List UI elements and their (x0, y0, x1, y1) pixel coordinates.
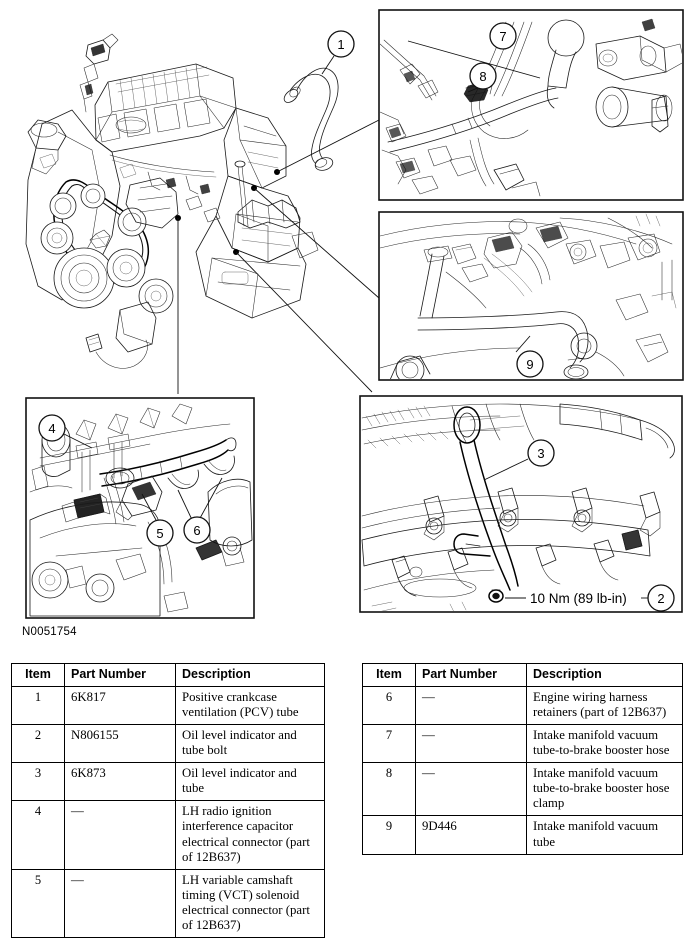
cell-description: Engine wiring harness retainers (part of 12B637) (527, 686, 683, 724)
cell-part-number: — (416, 686, 527, 724)
detail-panel-vacuum-tube (379, 212, 683, 384)
header-item: Item (363, 664, 416, 687)
detail-panel-connectors (26, 398, 254, 618)
table-row (363, 816, 683, 854)
table-row (12, 763, 325, 801)
callout-2-label: 2 (657, 591, 665, 606)
detail-panel-hose-clamp (379, 10, 684, 200)
cell-description: Intake manifold vacuum tube (527, 816, 683, 854)
cell-description: Oil level indicator and tube (176, 763, 325, 801)
cell-description: LH variable camshaft timing (VCT) solenoid electrical connector (part of 12B637) (176, 869, 325, 937)
parts-table-left (11, 663, 325, 938)
callout-6-label: 6 (193, 523, 201, 538)
cell-part-number: — (416, 763, 527, 816)
cell-item: 1 (12, 686, 65, 724)
cell-description: LH radio ignition interference capacitor electrical connector (part of 12B637) (176, 801, 325, 869)
callout-5-leader (142, 494, 156, 520)
main-engine-view (26, 31, 379, 394)
table-header-row (363, 664, 683, 687)
header-description: Description (527, 664, 683, 687)
header-part-number: Part Number (416, 664, 527, 687)
figure-id-label: N0051754 (22, 626, 77, 638)
leader-to-panel-bottom-right (236, 252, 372, 392)
callout-4-leader (64, 434, 92, 448)
parts-table-right (362, 663, 683, 855)
leader-to-panel-mid (254, 188, 379, 298)
header-item: Item (12, 664, 65, 687)
callout-7-label: 7 (499, 29, 507, 44)
header-part-number: Part Number (65, 664, 176, 687)
callout-3-label: 3 (537, 446, 545, 461)
table-row (363, 763, 683, 816)
cell-description: Intake manifold vacuum tube-to-brake booster hose (527, 724, 683, 762)
cell-part-number: — (65, 869, 176, 937)
callout-9-label: 9 (526, 357, 534, 372)
callout-5-label: 5 (156, 526, 164, 541)
table-row (12, 869, 325, 937)
callout-1-label: 1 (337, 37, 345, 52)
table-row (12, 801, 325, 869)
cell-part-number: 6K817 (65, 686, 176, 724)
cell-part-number: — (65, 801, 176, 869)
table-row (12, 724, 325, 762)
table-row (12, 686, 325, 724)
cell-part-number: 9D446 (416, 816, 527, 854)
table-row (363, 724, 683, 762)
table-row (363, 686, 683, 724)
callout-8-label: 8 (479, 69, 487, 84)
cell-description: Oil level indicator and tube bolt (176, 724, 325, 762)
table-header-row (12, 664, 325, 687)
cell-description: Intake manifold vacuum tube-to-brake booster hose clamp (527, 763, 683, 816)
detail-panel-oil-indicator (360, 396, 682, 612)
callout-6-leader-b (199, 478, 222, 520)
cell-item: 7 (363, 724, 416, 762)
cell-item: 8 (363, 763, 416, 816)
cell-item: 4 (12, 801, 65, 869)
cell-part-number: 6K873 (65, 763, 176, 801)
callout-9-leader (516, 336, 530, 352)
cell-item: 2 (12, 724, 65, 762)
header-description: Description (176, 664, 325, 687)
cell-item: 6 (363, 686, 416, 724)
callout-3-leader (484, 459, 528, 480)
cell-part-number: N806155 (65, 724, 176, 762)
cell-item: 3 (12, 763, 65, 801)
torque-spec-label: 10 Nm (89 lb-in) (530, 591, 627, 606)
cell-part-number: — (416, 724, 527, 762)
cell-item: 5 (12, 869, 65, 937)
cell-description: Positive crankcase ventilation (PCV) tube (176, 686, 325, 724)
callout-4-label: 4 (48, 421, 56, 436)
cell-item: 9 (363, 816, 416, 854)
